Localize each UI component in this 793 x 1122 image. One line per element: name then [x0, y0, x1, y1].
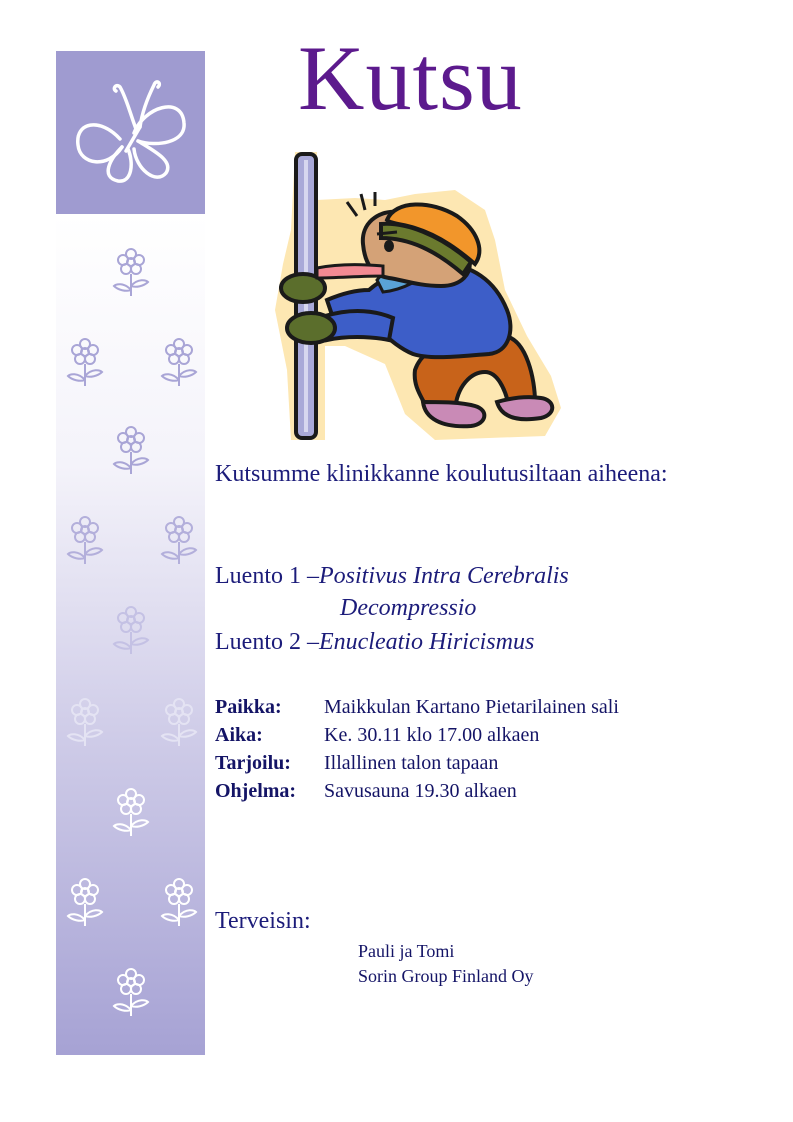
detail-row-place [215, 693, 619, 721]
intro-text: Kutsumme klinikkanne koulutusiltaan aiheena: [215, 461, 668, 487]
detail-label: Aika: [215, 724, 263, 746]
flower-icon [62, 696, 108, 750]
boy-stuck-to-pole-clipart [265, 140, 575, 450]
signature-names: Pauli ja Tomi [358, 941, 455, 961]
detail-value: Illallinen talon tapaan [324, 752, 499, 774]
flower-icon [108, 246, 154, 300]
lecture-1-topic-continued: Decompressio [340, 595, 477, 621]
detail-value: Savusauna 19.30 alkaen [324, 780, 517, 802]
detail-row-time [215, 721, 619, 749]
detail-row-catering [215, 749, 619, 777]
lecture-1-prefix: Luento 1 – [215, 563, 319, 589]
flower-icon [108, 424, 154, 478]
flower-icon [62, 876, 108, 930]
flower-icon [108, 966, 154, 1020]
flower-icon [156, 514, 202, 568]
sidebar-header-block [56, 51, 205, 214]
flower-icon [62, 336, 108, 390]
detail-value: Ke. 30.11 klo 17.00 alkaen [324, 724, 540, 746]
flower-icon [156, 876, 202, 930]
lecture-1 [215, 560, 569, 592]
detail-value: Maikkulan Kartano Pietarilainen sali [324, 696, 619, 718]
lecture-2-prefix: Luento 2 – [215, 629, 319, 655]
detail-row-program [215, 777, 619, 805]
lecture-2-topic: Enucleatio Hiricismus [318, 629, 535, 655]
butterfly-icon [70, 77, 192, 187]
lecture-2 [215, 626, 534, 658]
page-title: Kutsu [298, 27, 523, 129]
detail-label: Tarjoilu: [215, 752, 291, 774]
signature-company: Sorin Group Finland Oy [358, 966, 534, 986]
flower-icon [156, 696, 202, 750]
greeting: Terveisin: [215, 908, 311, 934]
flower-icon [62, 514, 108, 568]
detail-label: Paikka: [215, 696, 282, 718]
flower-icon [108, 786, 154, 840]
lecture-1-topic: Positivus Intra Cerebralis [318, 563, 569, 589]
detail-label: Ohjelma: [215, 780, 297, 802]
event-details [215, 693, 619, 805]
flower-icon [156, 336, 202, 390]
flower-icon [108, 604, 154, 658]
